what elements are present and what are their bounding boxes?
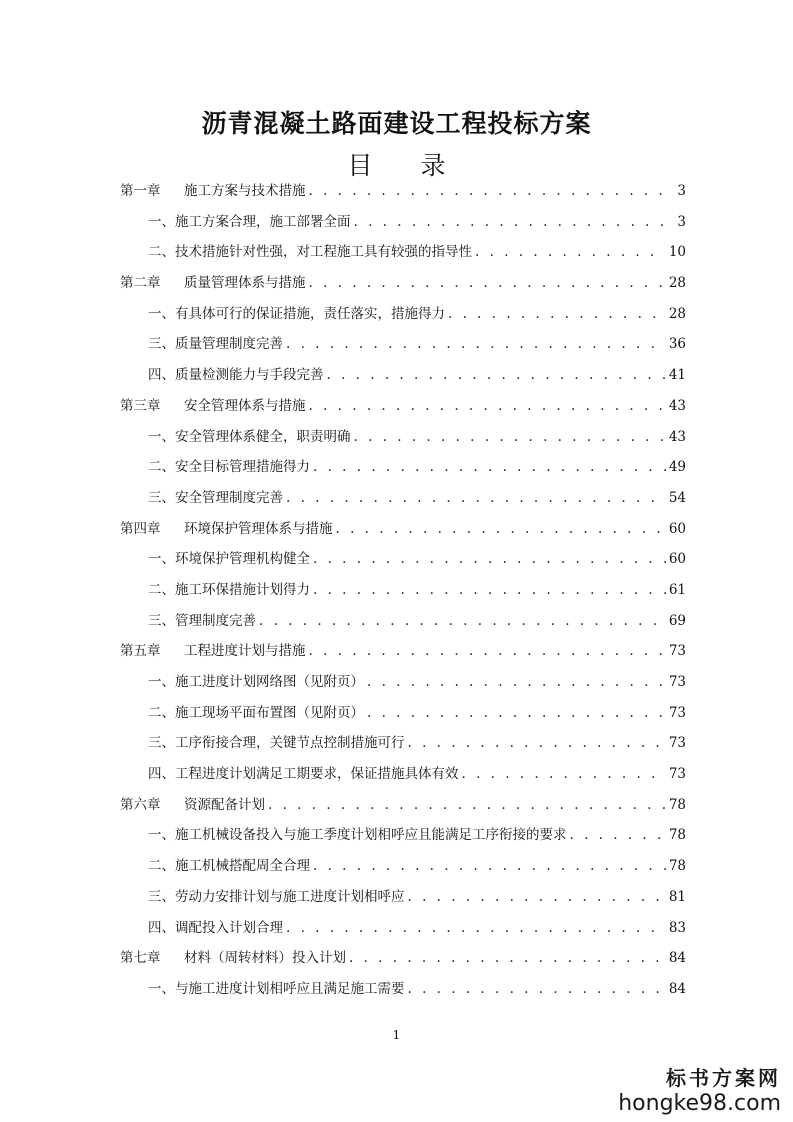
toc-section-entry [120, 913, 686, 944]
toc-chapter-entry [120, 514, 686, 545]
page-number: 1 [392, 1028, 401, 1042]
toc-entry-text [120, 176, 306, 207]
toc-dot-leader [367, 698, 666, 729]
toc-page-number: 54 [668, 489, 686, 506]
toc-section-entry [120, 422, 686, 453]
toc-chapter-number: 第三章 [120, 397, 161, 414]
toc-entry-text: 三、劳动力安排计划与施工进度计划相呼应 [148, 888, 405, 905]
table-of-contents [120, 176, 686, 1005]
toc-entry-text [120, 636, 306, 667]
toc-page-number: 81 [668, 888, 686, 905]
toc-chapter-number: 第五章 [120, 643, 161, 660]
toc-dot-leader [448, 299, 666, 330]
toc-entry-text: 一、安全管理体系健全，职责明确 [148, 428, 351, 445]
toc-heading: 目 录 [347, 151, 466, 180]
toc-chapter-title: 环境保护管理体系与措施 [184, 520, 333, 537]
toc-entry-text: 三、管理制度完善 [148, 612, 256, 629]
toc-section-entry [120, 974, 686, 1005]
toc-section-entry [120, 299, 686, 330]
toc-section-entry [120, 483, 686, 514]
toc-entry-text [120, 391, 306, 422]
toc-dot-leader [570, 820, 666, 851]
toc-dot-leader [462, 759, 666, 790]
toc-dot-leader [286, 913, 666, 944]
toc-page-number: 78 [668, 827, 686, 844]
toc-entry-text: 三、质量管理制度完善 [148, 336, 283, 353]
toc-dot-leader [309, 391, 666, 422]
toc-section-entry [120, 882, 686, 913]
toc-entry-text: 三、工序衔接合理，关键节点控制措施可行 [148, 735, 405, 752]
toc-page-number: 78 [668, 796, 686, 813]
toc-chapter-title: 安全管理体系与措施 [184, 397, 306, 414]
toc-dot-leader [259, 606, 666, 637]
toc-page-number: 73 [668, 735, 686, 752]
toc-page-number: 83 [668, 919, 686, 936]
toc-section-entry [120, 544, 686, 575]
toc-chapter-entry [120, 943, 686, 974]
toc-chapter-entry [120, 636, 686, 667]
toc-entry-text: 一、有具体可行的保证措施，责任落实，措施得力 [148, 305, 445, 322]
toc-dot-leader [354, 422, 666, 453]
watermark-url: hongke98.com [618, 1091, 781, 1116]
toc-page-number: 60 [668, 551, 686, 568]
toc-entry-text: 一、施工机械设备投入与施工季度计划相呼应且能满足工序衔接的要求 [148, 827, 567, 844]
toc-dot-leader [309, 636, 666, 667]
toc-section-entry [120, 820, 686, 851]
toc-section-entry [120, 728, 686, 759]
toc-entry-text: 二、安全目标管理措施得力 [148, 459, 310, 476]
toc-chapter-title: 资源配备计划 [184, 796, 265, 813]
toc-section-entry [120, 698, 686, 729]
toc-section-entry [120, 360, 686, 391]
toc-page-number: 84 [668, 980, 686, 997]
toc-dot-leader [327, 360, 666, 391]
toc-entry-text: 四、工程进度计划满足工期要求，保证措施具体有效 [148, 766, 459, 783]
toc-dot-leader [309, 176, 675, 207]
toc-page-number: 3 [677, 213, 686, 230]
toc-page-number: 28 [668, 305, 686, 322]
toc-chapter-title: 材料（周转材料）投入计划 [184, 950, 346, 967]
toc-chapter-number: 第一章 [120, 183, 161, 199]
toc-section-entry [120, 207, 686, 238]
toc-page-number: 60 [668, 520, 686, 537]
toc-dot-leader [475, 237, 666, 268]
toc-entry-text: 二、施工现场平面布置图（见附页） [148, 704, 364, 721]
toc-dot-leader [313, 452, 666, 483]
toc-page-number: 49 [668, 459, 686, 476]
toc-chapter-title: 质量管理体系与措施 [184, 275, 306, 292]
toc-chapter-title: 工程进度计划与措施 [184, 643, 306, 660]
toc-section-entry [120, 759, 686, 790]
toc-page-number: 28 [668, 275, 686, 292]
toc-page-number: 61 [668, 581, 686, 598]
toc-chapter-entry [120, 268, 686, 299]
toc-page-number: 73 [668, 674, 686, 690]
toc-section-entry [120, 452, 686, 483]
toc-entry-text: 二、施工机械搭配周全合理 [148, 858, 310, 875]
toc-page-number: 43 [668, 397, 686, 414]
toc-page-number: 43 [668, 428, 686, 445]
toc-dot-leader [313, 851, 666, 882]
toc-page-number: 3 [677, 183, 686, 199]
toc-page-number: 73 [668, 643, 686, 660]
toc-chapter-entry [120, 176, 686, 207]
toc-dot-leader [349, 943, 666, 974]
toc-dot-leader [367, 667, 666, 698]
toc-chapter-number: 第六章 [120, 796, 161, 813]
toc-page-number: 84 [668, 950, 686, 967]
toc-page-number: 10 [668, 244, 686, 261]
toc-entry-text: 一、施工方案合理，施工部署全面 [148, 213, 351, 230]
toc-page-number: 36 [668, 336, 686, 353]
toc-dot-leader [309, 268, 666, 299]
toc-page-number: 78 [668, 858, 686, 875]
toc-section-entry [120, 575, 686, 606]
toc-entry-text [120, 514, 333, 545]
toc-entry-text: 二、施工环保措施计划得力 [148, 581, 310, 598]
toc-chapter-number: 第二章 [120, 275, 161, 292]
toc-entry-text: 一、环境保护管理机构健全 [148, 551, 310, 568]
toc-entry-text [120, 268, 306, 299]
toc-dot-leader [286, 329, 666, 360]
toc-chapter-number: 第七章 [120, 950, 161, 967]
toc-entry-text [120, 790, 265, 821]
toc-dot-leader [336, 514, 666, 545]
toc-chapter-entry [120, 391, 686, 422]
toc-chapter-number: 第四章 [120, 520, 161, 537]
toc-dot-leader [313, 544, 666, 575]
toc-section-entry [120, 851, 686, 882]
watermark-title: 标书方案网 [666, 1066, 781, 1090]
toc-section-entry [120, 667, 686, 698]
toc-dot-leader [408, 882, 666, 913]
toc-page-number: 73 [668, 766, 686, 783]
toc-entry-text: 四、质量检测能力与手段完善 [148, 367, 324, 384]
toc-page-number: 73 [668, 704, 686, 721]
toc-dot-leader [286, 483, 666, 514]
watermark [618, 1062, 781, 1116]
toc-chapter-title: 施工方案与技术措施 [184, 183, 306, 199]
toc-section-entry [120, 329, 686, 360]
toc-entry-text: 四、调配投入计划合理 [148, 919, 283, 936]
toc-dot-leader [354, 207, 675, 238]
toc-entry-text: 一、与施工进度计划相呼应且满足施工需要 [148, 980, 405, 997]
toc-dot-leader [408, 974, 666, 1005]
toc-dot-leader [268, 790, 666, 821]
toc-section-entry [120, 606, 686, 637]
toc-page-number: 69 [668, 612, 686, 629]
toc-dot-leader [408, 728, 666, 759]
document-title: 沥青混凝土路面建设工程投标方案 [201, 109, 592, 138]
toc-entry-text: 二、技术措施针对性强，对工程施工具有较强的指导性 [148, 244, 472, 261]
toc-entry-text: 一、施工进度计划网络图（见附页） [148, 674, 364, 690]
toc-chapter-entry [120, 790, 686, 821]
toc-section-entry [120, 237, 686, 268]
toc-page-number: 41 [668, 367, 686, 384]
toc-entry-text [120, 943, 346, 974]
toc-entry-text: 三、安全管理制度完善 [148, 489, 283, 506]
toc-dot-leader [313, 575, 666, 606]
